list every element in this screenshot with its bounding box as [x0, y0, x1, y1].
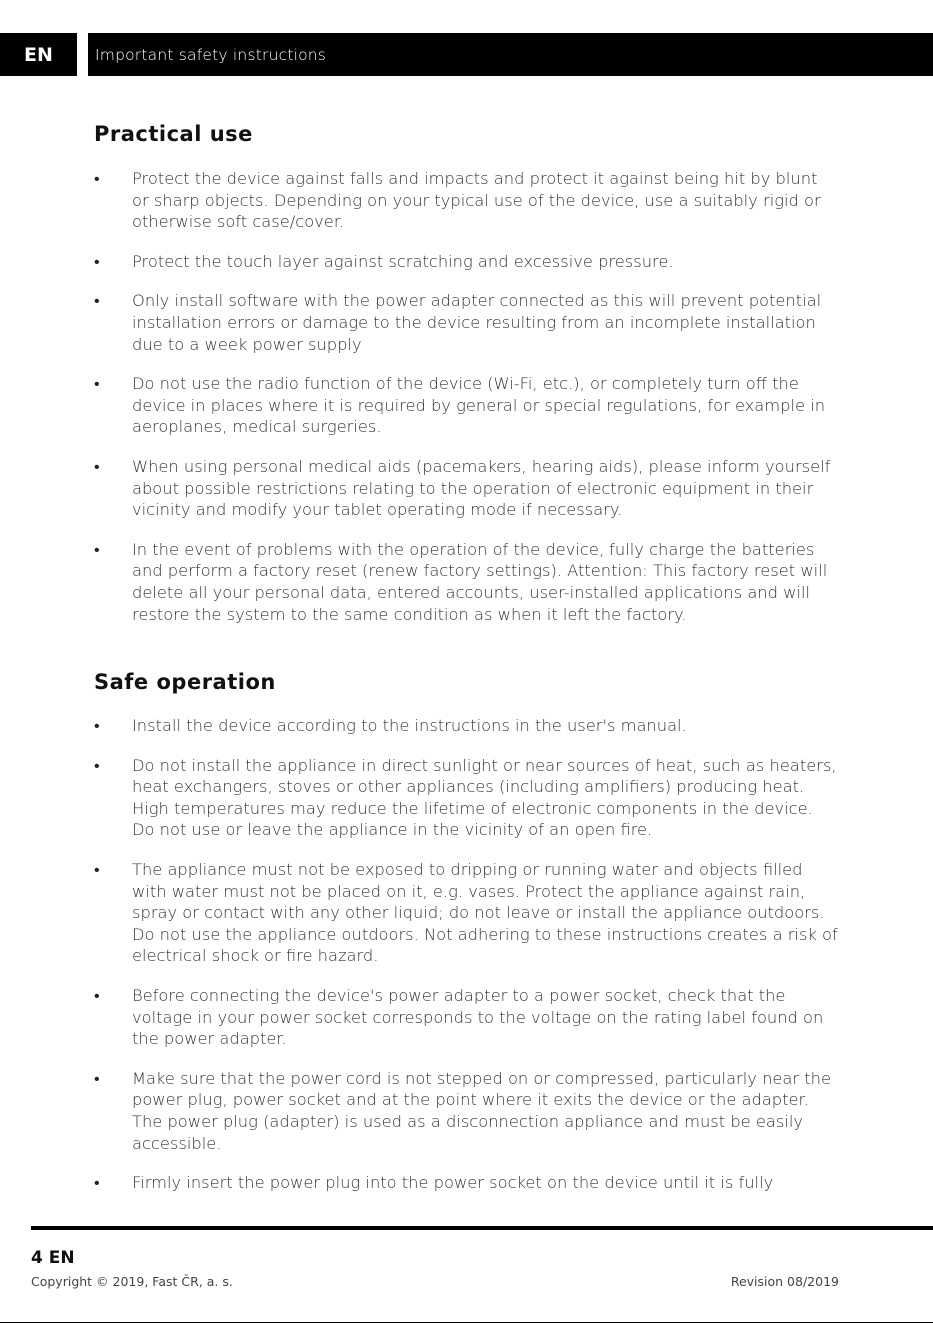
revision-text: Revision 08/2019	[730, 1274, 839, 1289]
list-item: • Firmly insert the power plug into the power socket on the device until it is fully	[94, 1173, 774, 1193]
bullet-icon: •	[94, 755, 100, 775]
bullet-icon: •	[94, 291, 100, 311]
bullet-icon: •	[94, 539, 100, 559]
bullet-icon: •	[94, 251, 100, 271]
bullet-icon: •	[94, 859, 100, 879]
list-item: • Do not install the appliance in direct sunlight or near sources of heat, such as heaters, heat exchangers, stoves or other appliances (including amplifiers) producing heat. High temperatures may reduce the lifetime of electronic components in the device. Do not use or leave the appliance in the vicinity of an open fire.	[94, 755, 837, 840]
bullet-icon: •	[94, 985, 100, 1005]
list-item: • Only install software with the power adapter connected as this will prevent potential installation errors or damage to the device resulting from an incomplete installation due to a week power supply	[94, 291, 822, 354]
list-item: • Protect the device against falls and impacts and protect it against being hit by blunt or sharp objects. Depending on your typical use of the device, use a suitably rigid or otherwise soft case/cover.	[94, 169, 821, 232]
list-item: • When using personal medical aids (pacemakers, hearing aids), please inform yourself about possible restrictions relating to the operation of electronic equipment in their vicinity and modify your tablet operating mode if necessary.	[94, 456, 831, 520]
footer-divider	[31, 1226, 933, 1230]
list-item: • Protect the touch layer against scratching and excessive pressure.	[94, 251, 674, 271]
safe-operation-list	[94, 715, 839, 1194]
list-item: • Make sure that the power cord is not stepped on or compressed, particularly near the power plug, power socket and at the point where it exits the device or the adapter. The power plug (adapter) is used as a disconnection appliance and must be easily accessible.	[94, 1068, 831, 1153]
bullet-icon: •	[94, 1068, 100, 1088]
list-item: • Do not use the radio function of the device (Wi-Fi, etc.), or completely turn off the device in places where it is required by general or special regulations, for example in aeroplanes, medical surgeries.	[94, 374, 826, 437]
bullet-icon: •	[94, 456, 100, 476]
bullet-icon: •	[94, 169, 100, 188]
page-bottom-rule	[0, 1322, 933, 1323]
bullet-icon: •	[94, 716, 100, 735]
list-item: • In the event of problems with the operation of the device, fully charge the batteries and perform a factory reset (renew factory settings). Attention: This factory reset will delete all your personal data, entered accounts, user-installed applications and will restore the system to the same condition as when it left the factory.	[94, 539, 828, 624]
section-title-safe-operation: Safe operation	[94, 670, 276, 694]
list-item: • Before connecting the device's power adapter to a power socket, check that the voltage in your power socket corresponds to the voltage on the rating label found on the power adapter.	[94, 985, 824, 1049]
section-title-practical-use: Practical use	[94, 122, 253, 146]
header-bar	[0, 33, 933, 76]
list-item: • The appliance must not be exposed to dripping or running water and objects filled with water must not be placed on it, e.g. vases. Protect the appliance against rain, spray or contact with any other liquid; do not leave or install the appliance outdoors. Do not use the appliance outdoors. Not adhering to these instructions creates a risk of electrical shock or fire hazard.	[94, 859, 838, 966]
language-tag: EN	[24, 43, 53, 66]
list-item: • Install the device according to the instructions in the user's manual.	[94, 716, 687, 735]
bullet-icon: •	[94, 1173, 100, 1193]
page-number: 4 EN	[31, 1248, 75, 1268]
header-title: Important safety instructions	[95, 46, 327, 64]
header-separator	[77, 33, 88, 76]
bullet-icon: •	[94, 374, 100, 394]
practical-use-list	[94, 168, 839, 625]
copyright-text: Copyright © 2019, Fast ČR, a. s.	[31, 1274, 233, 1289]
